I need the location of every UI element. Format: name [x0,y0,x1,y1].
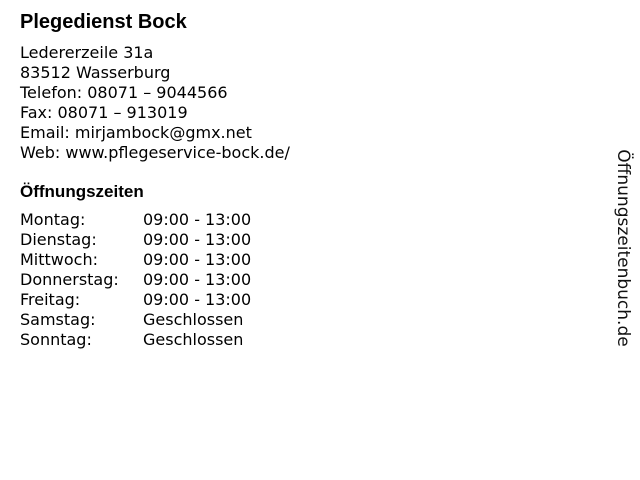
business-card [20,10,600,350]
hours-day: Dienstag: [20,230,97,249]
phone-line: Telefon: 08071 – 9044566 [20,83,228,102]
hours-time: Geschlossen [143,310,244,329]
hours-day: Sonntag: [20,330,92,349]
hours-time: 09:00 - 13:00 [143,290,252,309]
address-city: 83512 Wasserburg [20,63,171,82]
hours-row [20,250,600,270]
contact-block [20,43,600,163]
hours-day: Montag: [20,210,86,229]
opening-hours-table [20,210,600,350]
hours-row [20,270,600,290]
hours-day: Samstag: [20,310,96,329]
business-name: Plegedienst Bock [20,11,187,33]
fax-line: Fax: 08071 – 913019 [20,103,188,122]
hours-time: 09:00 - 13:00 [143,270,252,289]
hours-row [20,330,600,350]
site-watermark: Öffnungszeitenbuch.de [613,149,633,347]
hours-time: Geschlossen [143,330,244,349]
hours-row [20,210,600,230]
hours-row [20,230,600,250]
hours-day: Donnerstag: [20,270,119,289]
hours-day: Mittwoch: [20,250,98,269]
address-street: Ledererzeile 31a [20,43,154,62]
web-line: Web: www.pflegeservice-bock.de/ [20,143,290,162]
hours-day: Freitag: [20,290,81,309]
hours-time: 09:00 - 13:00 [143,210,252,229]
opening-hours-title: Öffnungszeiten [20,182,144,201]
hours-row [20,310,600,330]
hours-row [20,290,600,310]
hours-time: 09:00 - 13:00 [143,250,252,269]
hours-time: 09:00 - 13:00 [143,230,252,249]
email-line: Email: mirjambock@gmx.net [20,123,252,142]
